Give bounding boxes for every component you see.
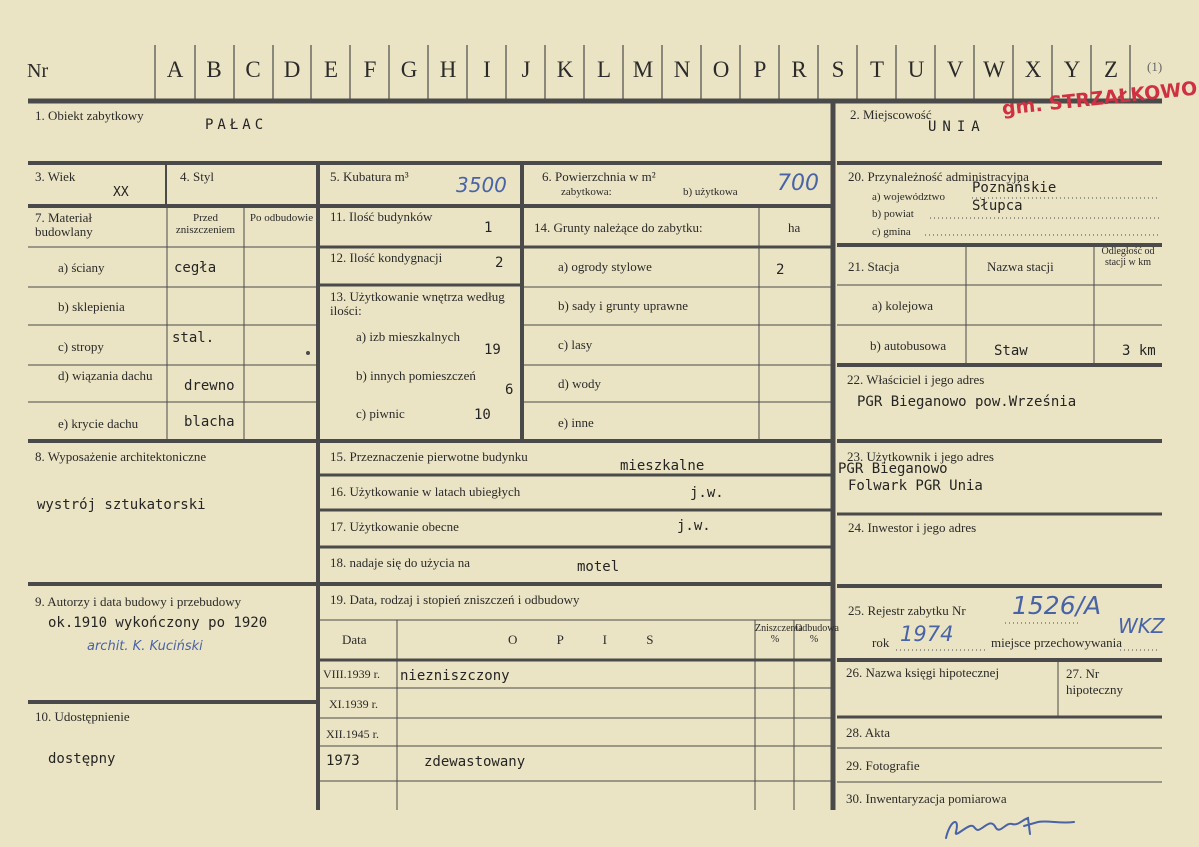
field-27-label: 27. Nr hipoteczny — [1066, 666, 1124, 697]
field-11-label: 11. Ilość budynków — [330, 209, 433, 224]
field-13c-label: c) piwnic — [356, 406, 405, 421]
field-15-value: mieszkalne — [620, 458, 705, 474]
index-letter-v: V — [946, 57, 964, 82]
field-2-label: 2. Miejscowość — [850, 107, 932, 122]
field-19-row1-desc: niezniszczony — [400, 668, 510, 684]
field-23-line1: PGR Bieganowo — [838, 461, 948, 477]
field-14b-label: b) sady i grunty uprawne — [558, 298, 688, 313]
index-letter-s: S — [831, 57, 845, 82]
index-letter-x: X — [1024, 57, 1042, 82]
field-29-label: 29. Fotografie — [846, 758, 920, 773]
field-7-col-after: Po odbudowie — [249, 212, 314, 224]
field-6-sub-a: zabytkowa: — [561, 186, 612, 198]
field-5-value: 3500 — [456, 173, 507, 197]
corner-mark: (1) — [1147, 59, 1163, 74]
field-25-rok: 1974 — [900, 622, 954, 646]
index-letter-c: C — [245, 57, 261, 82]
index-letter-i: I — [483, 57, 491, 82]
index-letter-r: R — [791, 57, 807, 82]
field-14d-label: d) wody — [558, 376, 601, 391]
field-22-label: 22. Właściciel i jego adres — [847, 372, 985, 387]
field-6-label: 6. Powierzchnia w m² — [542, 169, 656, 184]
field-8-value: wystrój sztukatorski — [37, 497, 206, 513]
field-7c-label: c) stropy — [58, 339, 104, 354]
field-13b-value: 6 — [505, 382, 514, 398]
field-20a-label: a) województwo — [872, 191, 946, 203]
field-6-sub-b: b) użytkowa — [683, 186, 738, 198]
field-25-place: WKZ — [1118, 614, 1165, 638]
field-10-label: 10. Udostępnienie — [35, 709, 130, 724]
signature-scribble — [940, 808, 1080, 844]
index-letter-h: H — [439, 57, 457, 82]
field-13a-label: a) izb mieszkalnych — [356, 329, 460, 344]
field-25-label: 25. Rejestr zabytku Nr — [848, 603, 966, 618]
field-7b-label: b) sklepienia — [58, 299, 125, 314]
field-19-row3-date: XII.1945 r. — [326, 727, 379, 741]
field-19-col-desc: O P I S — [508, 632, 672, 647]
field-13c-value: 10 — [474, 407, 491, 423]
field-7-label: 7. Materiał budowlany — [35, 210, 93, 239]
index-letter-n: N — [673, 57, 691, 82]
index-letter-e: E — [323, 57, 339, 82]
field-20-label: 20. Przynależność administracyjna — [848, 169, 1029, 184]
field-12-value: 2 — [495, 255, 504, 271]
field-19-row1-date: VIII.1939 r. — [323, 667, 380, 681]
field-19-col-rebuilt: Odbudowa % — [795, 623, 839, 645]
field-1-label: 1. Obiekt zabytkowy — [35, 108, 144, 123]
index-letter-f: F — [363, 57, 377, 82]
field-21b-label: b) autobusowa — [870, 338, 947, 353]
field-10-value: dostępny — [48, 751, 116, 767]
field-21-label: 21. Stacja — [848, 259, 900, 274]
field-17-label: 17. Użytkowanie obecne — [330, 519, 459, 534]
field-13b-label: b) innych pomieszczeń — [356, 368, 476, 383]
field-23-label: 23. Użytkownik i jego adres — [847, 449, 994, 464]
field-19-col-destr: Zniszczenia % — [755, 623, 803, 645]
field-28-label: 28. Akta — [846, 725, 891, 740]
field-2-value: UNIA — [928, 119, 986, 135]
field-14a-label: a) ogrody stylowe — [558, 259, 652, 274]
field-14-unit: ha — [788, 220, 801, 235]
field-6-value: 700 — [777, 171, 819, 196]
field-4-label: 4. Styl — [180, 169, 214, 184]
field-21b-name: Staw — [994, 343, 1028, 359]
index-letter-u: U — [907, 57, 925, 82]
field-22-value: PGR Bieganowo pow.Września — [857, 394, 1077, 410]
field-13a-value: 19 — [484, 342, 501, 358]
index-letter-b: B — [206, 57, 222, 82]
index-letter-z: Z — [1103, 57, 1119, 82]
field-9-label: 9. Autorzy i data budowy i przebudowy — [35, 594, 242, 609]
field-7e-label: e) krycie dachu — [58, 416, 139, 431]
field-14-label: 14. Grunty należące do zabytku: — [534, 220, 703, 235]
field-20c-label: c) gmina — [872, 226, 911, 238]
index-letter-t: T — [869, 57, 885, 82]
field-7a-label: a) ściany — [58, 260, 105, 275]
field-19-row4-desc: zdewastowany — [424, 754, 526, 770]
field-25-number: 1526/A — [1012, 591, 1102, 620]
field-9-value: ok.1910 wykończony po 1920 — [48, 615, 268, 631]
field-1-value: PAŁAC — [205, 117, 268, 133]
field-14e-label: e) inne — [558, 415, 594, 430]
field-7a-value: cegła — [174, 260, 217, 276]
field-2-handwritten: gm. STRZAŁKOWO — [1000, 77, 1199, 120]
field-12-label: 12. Ilość kondygnacji — [330, 250, 443, 265]
field-21a-label: a) kolejowa — [872, 298, 934, 313]
field-14c-label: c) lasy — [558, 337, 593, 352]
field-16-value: j.w. — [690, 485, 724, 501]
field-26-label: 26. Nazwa księgi hipotecznej — [846, 665, 1000, 680]
field-7c-value: stal. — [172, 330, 215, 346]
field-3-label: 3. Wiek — [35, 169, 76, 184]
field-7e-value: blacha — [184, 414, 235, 430]
field-25-place-label: miejsce przechowywania — [991, 635, 1123, 650]
field-7d-value: drewno — [184, 378, 235, 394]
field-15-label: 15. Przeznaczenie pierwotne budynku — [330, 449, 528, 464]
field-11-value: 1 — [484, 220, 493, 236]
field-25-rok-label: rok — [872, 635, 890, 650]
field-14a-value: 2 — [776, 262, 785, 278]
field-23-line2: Folwark PGR Unia — [848, 478, 983, 494]
field-13-label: 13. Użytkowanie wnętrza według ilości: — [330, 289, 505, 318]
field-30-label: 30. Inwentaryzacja pomiarowa — [846, 791, 1007, 806]
field-5-label: 5. Kubatura m³ — [330, 169, 409, 184]
index-letter-m: M — [632, 57, 654, 82]
field-8-label: 8. Wyposażenie architektoniczne — [35, 449, 207, 464]
field-19-row4-date: 1973 — [326, 753, 360, 769]
field-21b-dist: 3 km — [1122, 343, 1156, 359]
field-7d-label: d) wiązania dachu — [58, 368, 153, 383]
index-letter-y: Y — [1063, 57, 1081, 82]
field-24-label: 24. Inwestor i jego adres — [848, 520, 977, 535]
field-21-col-name: Nazwa stacji — [987, 259, 1054, 274]
index-letter-g: G — [400, 57, 418, 82]
index-letter-p: P — [753, 57, 767, 82]
field-21-col-dist: Odległość od stacji w km — [1101, 246, 1155, 268]
index-letter-o: O — [712, 57, 730, 82]
field-20b-label: b) powiat — [872, 208, 914, 220]
field-19-row2-date: XI.1939 r. — [329, 697, 378, 711]
field-9-handwritten: archit. K. Kuciński — [87, 639, 203, 654]
field-20a-value: Poznańskie — [972, 180, 1057, 196]
field-19-col-date: Data — [342, 632, 367, 647]
field-3-value: XX — [113, 185, 129, 200]
field-18-value: motel — [577, 559, 620, 575]
index-letter-a: A — [166, 57, 184, 82]
field-7-col-before: Przed zniszczeniem — [175, 212, 236, 236]
field-16-label: 16. Użytkowanie w latach ubiegłych — [330, 484, 521, 499]
field-20b-value: Słupca — [972, 198, 1023, 214]
field-18-label: 18. nadaje się do użycia na — [330, 555, 471, 570]
nr-label: Nr — [27, 60, 49, 82]
field-19-label: 19. Data, rodzaj i stopień zniszczeń i odbudowy — [330, 592, 580, 607]
index-letter-d: D — [283, 57, 301, 82]
index-letter-k: K — [556, 57, 574, 82]
index-letter-j: J — [521, 57, 531, 82]
index-letter-l: L — [596, 57, 612, 82]
field-17-value: j.w. — [677, 518, 711, 534]
index-letter-w: W — [983, 57, 1005, 82]
